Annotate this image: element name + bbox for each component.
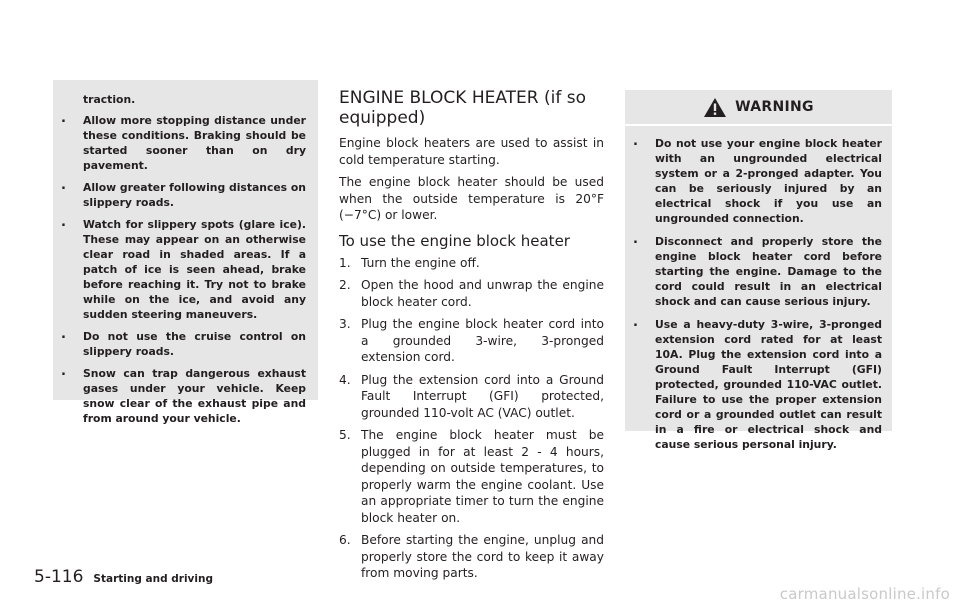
engine-block-heater-section [339, 88, 604, 588]
step-item [339, 277, 604, 310]
step-number: 6. [339, 533, 351, 547]
step-number: 3. [339, 317, 351, 331]
continuation-text: traction. [83, 93, 136, 106]
step-item [339, 427, 604, 526]
subsection-title: To use the engine block heater [339, 231, 570, 250]
step-item [339, 316, 604, 366]
step-text: Open the hood and unwrap the engine block heater cord. [361, 278, 604, 309]
step-text: Turn the engine off. [361, 255, 480, 270]
list-item: . Allow greater following distances on slippery roads. [53, 180, 306, 210]
warning-triangle-icon [703, 97, 727, 118]
section-title: ENGINE BLOCK HEATER (if so equipped) [339, 88, 587, 128]
step-item [339, 532, 604, 582]
warning-list [625, 136, 892, 452]
step-text: Plug the engine block heater cord into a grounded 3-wire, 3-pronged extension cord. [361, 317, 604, 364]
warning-header [625, 90, 892, 126]
driving-tips-box [53, 80, 318, 425]
warning-title: WARNING [735, 99, 814, 115]
page-number: 5-116 [34, 567, 84, 587]
step-number: 2. [339, 278, 351, 292]
list-item: . Watch for slippery spots (glare ice). These may appear on an otherwise clear road in shaded areas. If a patch of ice is seen ahead, brake before reaching it. Try not to brake while on the ice, and avoid any sudden steering maneuvers. [53, 217, 306, 322]
step-text: Plug the extension cord into a Ground Fault Interrupt (GFI) protected, grounded 110-volt AC (VAC) outlet. [361, 372, 604, 420]
driving-tips-list [53, 113, 318, 426]
temperature-paragraph: The engine block heater should be used when the outside temperature is 20°F (−7°C) or lower. [339, 175, 604, 222]
step-item [339, 372, 604, 422]
list-item: . Snow can trap dangerous exhaust gases under your vehicle. Keep snow clear of the exhaust pipe and from around your vehicle. [53, 366, 306, 426]
step-number: 4. [339, 372, 351, 387]
warning-box [625, 90, 892, 451]
step-text: The engine block heater must be plugged in for at least 2 - 4 hours, depending on outside temperatures, to properly warm the engine coolant. Use an appropriate timer to turn the engine block heater on. [361, 428, 604, 525]
page-footer [34, 567, 213, 587]
intro-paragraph: Engine block heaters are used to assist in cold temperature starting. [339, 136, 604, 167]
steps-list [339, 255, 604, 582]
chapter-title: Starting and driving [93, 573, 213, 585]
list-item: . Use a heavy-duty 3-wire, 3-pronged extension cord rated for at least 10A. Plug the extension cord into a Ground Fault Interrupt (GFI) protected, grounded 110-VAC outlet. Failure to use the proper extension cord or a grounded outlet can result in a fire or electrical shock and cause serious personal injury. [625, 317, 882, 452]
list-item: . Disconnect and properly store the engine block heater cord before starting the engine. Damage to the cord could result in an electrical shock and can cause serious injury. [625, 234, 882, 309]
step-number: 1. [339, 255, 351, 270]
list-item: . Do not use your engine block heater with an ungrounded electrical system or a 2-pronged adapter. You can be seriously injured by an electrical shock if you use an ungrounded connection. [625, 136, 882, 226]
step-item [339, 255, 604, 272]
step-text: Before starting the engine, unplug and properly store the cord to keep it away from moving parts. [361, 533, 604, 580]
watermark: carmanualsonline.info [779, 585, 950, 603]
list-item: . Allow more stopping distance under these conditions. Braking should be started sooner than on dry pavement. [53, 113, 306, 173]
list-item: . Do not use the cruise control on slippery roads. [53, 329, 306, 359]
step-number: 5. [339, 428, 351, 442]
